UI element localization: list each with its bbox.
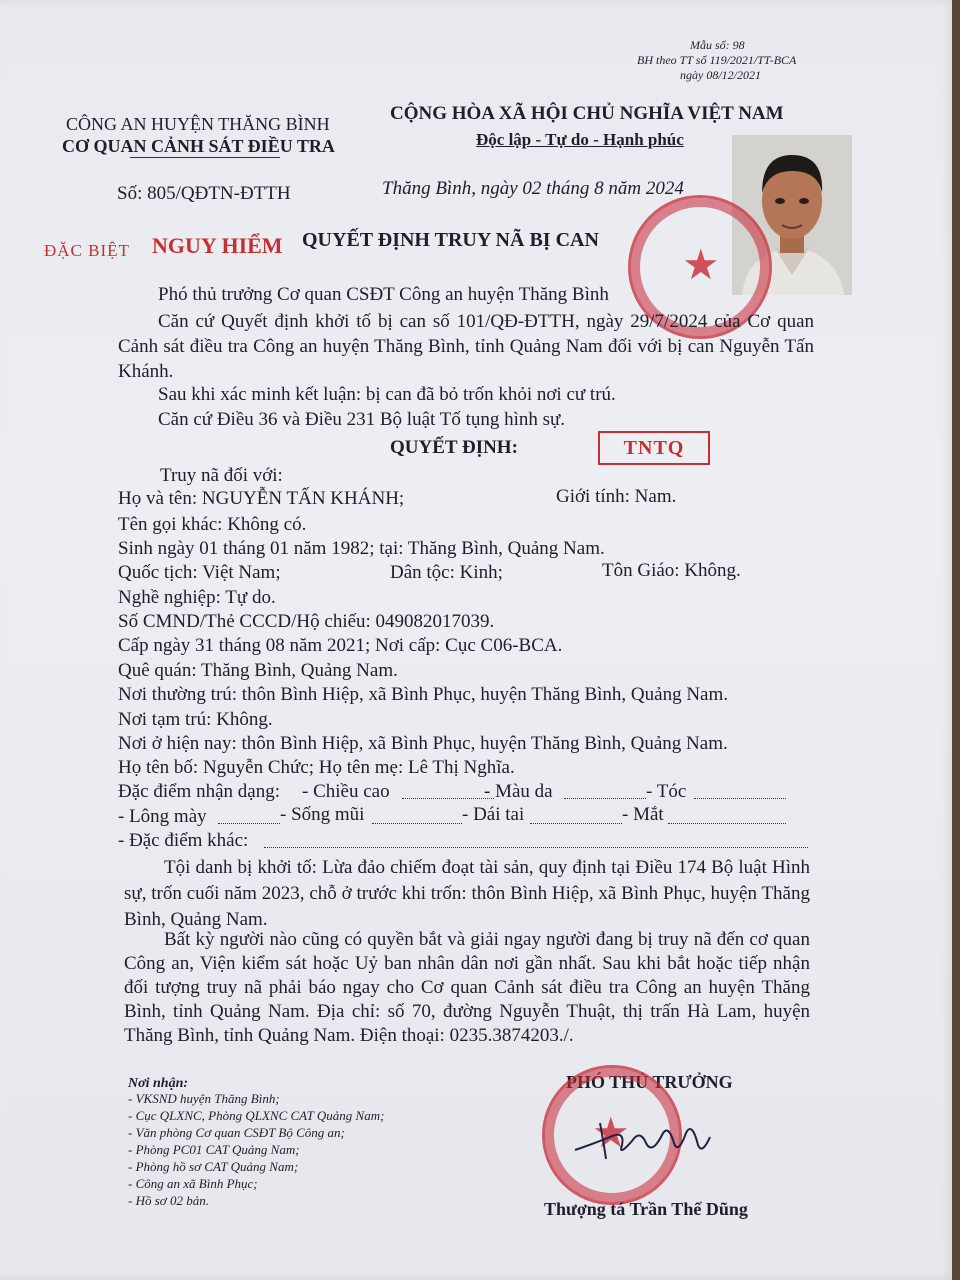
decision-heading: QUYẾT ĐỊNH: (390, 437, 518, 458)
agency-unit: CƠ QUAN CẢNH SÁT ĐIỀU TRA (62, 136, 335, 156)
feature-skin: - Màu da (484, 781, 553, 802)
form-date: ngày 08/12/2021 (680, 68, 761, 82)
feature-skin-blank (564, 784, 646, 799)
feature-other: - Đặc điểm khác: (118, 830, 249, 851)
recipient-item: - Công an xã Bình Phục; (128, 1176, 258, 1191)
recipient-item: - Văn phòng Cơ quan CSĐT Bộ Công an; (128, 1125, 345, 1140)
intro-legal-basis: Căn cứ Điều 36 và Điều 231 Bộ luật Tố tụng hình sự. (158, 409, 566, 430)
nation-name: CỘNG HÒA XÃ HỘI CHỦ NGHĨA VIỆT NAM (390, 103, 784, 124)
seal-star-icon: ★ (682, 243, 720, 289)
feature-other-blank (264, 833, 808, 848)
signer-name: Thượng tá Trần Thế Dũng (544, 1199, 748, 1219)
special-flag: ĐẶC BIỆT (44, 241, 130, 260)
recipient-item: - Hồ sơ 02 bản. (128, 1193, 209, 1208)
feature-eye: - Mắt (622, 804, 664, 825)
feature-hair-blank (694, 784, 786, 799)
form-reference: BH theo TT số 119/2021/TT-BCA (637, 53, 797, 67)
feature-eye-blank (668, 809, 786, 824)
feature-nose: - Sống mũi (280, 804, 365, 825)
feature-height: - Chiều cao (302, 781, 390, 802)
agency-underline (130, 157, 280, 158)
suspect-id-issue: Cấp ngày 31 tháng 08 năm 2021; Nơi cấp: Cục C06-BCA. (118, 635, 563, 656)
background-edge (952, 0, 960, 1280)
dangerous-flag: NGUY HIỂM (152, 233, 283, 258)
agency-name: CÔNG AN HUYỆN THĂNG BÌNH (66, 114, 330, 134)
recipient-item: - Phòng hồ sơ CAT Quảng Nam; (128, 1159, 299, 1174)
intro-basis: Căn cứ Quyết định khởi tố bị can số 101/QĐ-ĐTTH, ngày 29/7/2024 của Cơ quan Cảnh sát điều tra Công an huyện Thăng Bình, tỉnh Quảng Nam đối với bị can Nguyễn Tấn Khánh. (118, 311, 814, 382)
recipient-item: - Phòng PC01 CAT Quảng Nam; (128, 1142, 300, 1157)
document-number: Số: 805/QĐTN-ĐTTH (117, 183, 291, 204)
suspect-gender: Giới tính: Nam. (556, 486, 677, 507)
document-title: QUYẾT ĐỊNH TRUY NÃ BỊ CAN (302, 229, 599, 251)
suspect-temporary-address: Nơi tạm trú: Không. (118, 709, 273, 730)
signer-role: PHÓ THỦ TRƯỞNG (566, 1072, 733, 1092)
recipients-label: Nơi nhận: (128, 1076, 189, 1091)
feature-nose-blank (372, 809, 462, 824)
suspect-parents: Họ tên bố: Nguyễn Chức; Họ tên mẹ: Lê Thị Nghĩa. (118, 757, 515, 778)
nation-motto: Độc lập - Tự do - Hạnh phúc (476, 130, 684, 149)
suspect-religion: Tôn Giáo: Không. (602, 560, 741, 581)
suspect-current-address: Nơi ở hiện nay: thôn Bình Hiệp, xã Bình Phục, huyện Thăng Bình, Quảng Nam. (118, 733, 728, 754)
charge-paragraph: Tội danh bị khởi tố: Lừa đảo chiếm đoạt tài sản, quy định tại Điều 174 Bộ luật Hình sự, trốn cuối năm 2023, chỗ ở trước khi trốn: thôn Bình Hiệp, xã Bình Phục, huyện Thăng Bình, Quảng Nam. (124, 857, 810, 930)
feature-earlobe-blank (530, 809, 622, 824)
place-date: Thăng Bình, ngày 02 tháng 8 năm 2024 (382, 178, 684, 199)
feature-height-blank (402, 784, 494, 799)
suspect-birth: Sinh ngày 01 tháng 01 năm 1982; tại: Thăng Bình, Quảng Nam. (118, 538, 605, 559)
feature-earlobe: - Dái tai (462, 804, 525, 825)
suspect-name: Họ và tên: NGUYỄN TẤN KHÁNH; (118, 488, 405, 509)
recipient-item: - VKSND huyện Thăng Bình; (128, 1091, 280, 1106)
intro-verification: Sau khi xác minh kết luận: bị can đã bỏ trốn khỏi nơi cư trú. (158, 384, 616, 405)
seal-star-icon: ★ (592, 1111, 630, 1157)
suspect-hometown: Quê quán: Thăng Bình, Quảng Nam. (118, 660, 398, 681)
feature-eyebrow: - Lông mày (118, 806, 207, 827)
suspect-ethnicity: Dân tộc: Kinh; (390, 562, 503, 583)
wanted-target: Truy nã đối với: (160, 465, 283, 486)
suspect-id-number: Số CMND/Thẻ CCCD/Hộ chiếu: 049082017039. (118, 611, 495, 632)
intro-authority: Phó thủ trưởng Cơ quan CSĐT Công an huyện Thăng Bình (158, 284, 609, 305)
suspect-permanent-address: Nơi thường trú: thôn Bình Hiệp, xã Bình Phục, huyện Thăng Bình, Quảng Nam. (118, 684, 729, 705)
recipient-item: - Cục QLXNC, Phòng QLXNC CAT Quảng Nam; (128, 1108, 385, 1123)
notice-paragraph: Bất kỳ người nào cũng có quyền bắt và giải ngay người đang bị truy nã đến cơ quan Công an, Viện kiểm sát hoặc Uỷ ban nhân dân nơi gần nhất. Sau khi bắt hoặc tiếp nhận đối tượng truy nã phải báo ngay cho Cơ quan Cảnh sát điều tra Công an huyện Thăng Bình, tỉnh Quảng Nam. Địa chỉ: số 70, đường Nguyễn Thuật, thị trấn Hà Lam, huyện Thăng Bình, tỉnh Quảng Nam. Điện thoại: 0235.3874203./. (124, 929, 810, 1046)
suspect-occupation: Nghề nghiệp: Tự do. (118, 587, 276, 608)
form-number: Mẫu số: 98 (690, 38, 745, 52)
suspect-nationality: Quốc tịch: Việt Nam; (118, 562, 281, 583)
tntq-stamp: TNTQ (598, 431, 710, 465)
feature-eyebrow-blank (218, 809, 280, 824)
feature-hair: - Tóc (646, 781, 687, 802)
suspect-alias: Tên gọi khác: Không có. (118, 514, 307, 535)
features-label: Đặc điểm nhận dạng: (118, 781, 280, 802)
handwritten-signature (570, 1115, 720, 1165)
